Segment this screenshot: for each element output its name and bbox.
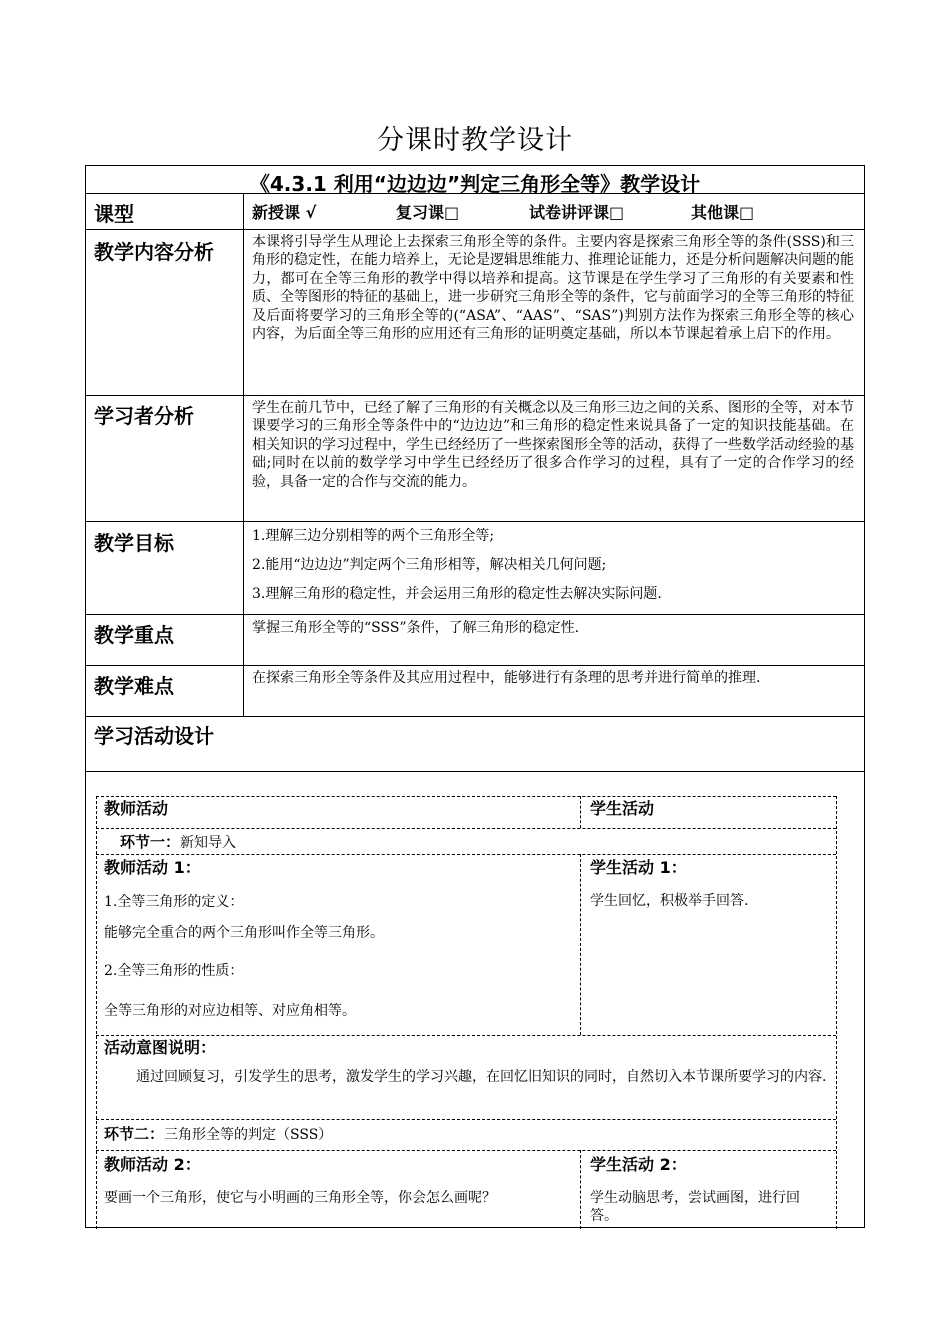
content-analysis-row <box>86 230 864 396</box>
stage1-name: 新知导入 <box>180 835 237 851</box>
teacher-activity-2-text: 要画一个三角形，使它与小明画的三角形全等，你会怎么画呢？ <box>104 1190 496 1206</box>
teacher-activity-header: 教师活动 <box>104 799 169 818</box>
student-activity-2-title: 学生活动 2： <box>590 1155 687 1174</box>
key-points-label: 教学重点 <box>94 623 174 647</box>
teacher-activity-1-line: 全等三角形的对应边相等、对应角相等。 <box>104 1003 356 1019</box>
teacher-activity-1-title: 教师活动 1： <box>104 858 201 877</box>
course-type-option-review: 复习课□ <box>396 203 460 222</box>
difficulties-label: 教学难点 <box>94 674 174 698</box>
stage1-heading <box>120 833 236 852</box>
course-type-row <box>86 194 864 230</box>
lesson-title: 《4.3.1 利用“边边边”判定三角形全等》教学设计 <box>249 172 701 196</box>
stage2-label: 环节二： <box>104 1125 165 1143</box>
objectives-row <box>86 522 864 615</box>
key-points-text: 掌握三角形全等的“SSS”条件，了解三角形的稳定性. <box>252 620 580 636</box>
student-activity-header: 学生活动 <box>590 799 655 818</box>
lesson-title-row <box>86 166 864 194</box>
course-type-option-new: 新授课 √ <box>252 203 317 222</box>
key-points-row <box>86 615 864 666</box>
student-activity-1-title: 学生活动 1： <box>590 858 687 877</box>
activity-design-row <box>86 717 864 772</box>
teacher-activity-2-title: 教师活动 2： <box>104 1155 201 1174</box>
teacher-activity-1-line: 1.全等三角形的定义： <box>104 894 244 910</box>
lesson-design-table <box>85 165 865 1228</box>
activity-design-label: 学习活动设计 <box>94 724 214 748</box>
learner-analysis-label: 学习者分析 <box>94 404 194 428</box>
course-type-label: 课型 <box>94 202 134 226</box>
objective-item: 2.能用“边边边”判定两个三角形相等，解决相关几何问题; <box>252 557 607 573</box>
teacher-activity-1-line: 2.全等三角形的性质： <box>104 963 244 979</box>
intent-label: 活动意图说明： <box>104 1038 217 1057</box>
activity-table <box>96 796 836 1229</box>
page-title: 分课时教学设计 <box>377 125 573 156</box>
content-analysis-text: 本课将引导学生从理论上去探索三角形全等的条件。主要内容是探索三角形全等的条件(SSS)和三角形的稳定性，在能力培养上，无论是逻辑思维能力、推理论证能力，还是分析问题解决问题的能力，都可在全等三角形的教学中得以培养和提高。这节课是在学生学习了三角形的有关要素和性质、全等图形的特征的基础上，进一步研究三角形全等的条件，它与前面学习的全等三角形的特征及后面将要学习的三角形全等的(“ASA”、“AAS”、“SAS”)判别方法作为探索三角形全等的核心内容，为后面全等三角形的应用还有三角形的证明奠定基础，所以本节课起着承上启下的作用。 <box>252 234 854 343</box>
difficulties-row <box>86 666 864 717</box>
objective-item: 3.理解三角形的稳定性，并会运用三角形的稳定性去解决实际问题. <box>252 586 662 602</box>
student-activity-2-text: 学生动脑思考，尝试画图，进行回答。 <box>590 1190 800 1224</box>
stage2-name: 三角形全等的判定（SSS） <box>164 1127 333 1143</box>
stage2-heading <box>104 1125 332 1144</box>
learner-analysis-row <box>86 396 864 522</box>
course-type-option-other: 其他课□ <box>691 203 755 222</box>
course-type-option-exam: 试卷讲评课□ <box>529 203 625 222</box>
stage1-label: 环节一： <box>120 833 181 851</box>
objectives-label: 教学目标 <box>94 531 174 555</box>
difficulties-text: 在探索三角形全等条件及其应用过程中，能够进行有条理的思考并进行简单的推理. <box>252 670 761 686</box>
objective-item: 1.理解三边分别相等的两个三角形全等; <box>252 528 495 544</box>
intent-text: 通过回顾复习，引发学生的思考，激发学生的学习兴趣，在回忆旧知识的同时，自然切入本节课所要学习的内容. <box>136 1069 827 1085</box>
learner-analysis-text: 学生在前几节中，已经了解了三角形的有关概念以及三角形三边之间的关系、图形的全等，对本节课要学习的三角形全等条件中的“边边边”和三角形的稳定性来说具备了一定的知识技能基础。在相关知识的学习过程中，学生已经经历了一些探索图形全等的活动，获得了一些数学活动经验的基础;同时在以前的数学学习中学生已经经历了很多合作学习的过程，具有了一定的合作学习的经验，具备一定的合作与交流的能力。 <box>252 400 854 490</box>
content-analysis-label: 教学内容分析 <box>94 240 214 264</box>
teacher-activity-1-line: 能够完全重合的两个三角形叫作全等三角形。 <box>104 925 384 941</box>
student-activity-1-text: 学生回忆，积极举手回答. <box>590 893 749 909</box>
